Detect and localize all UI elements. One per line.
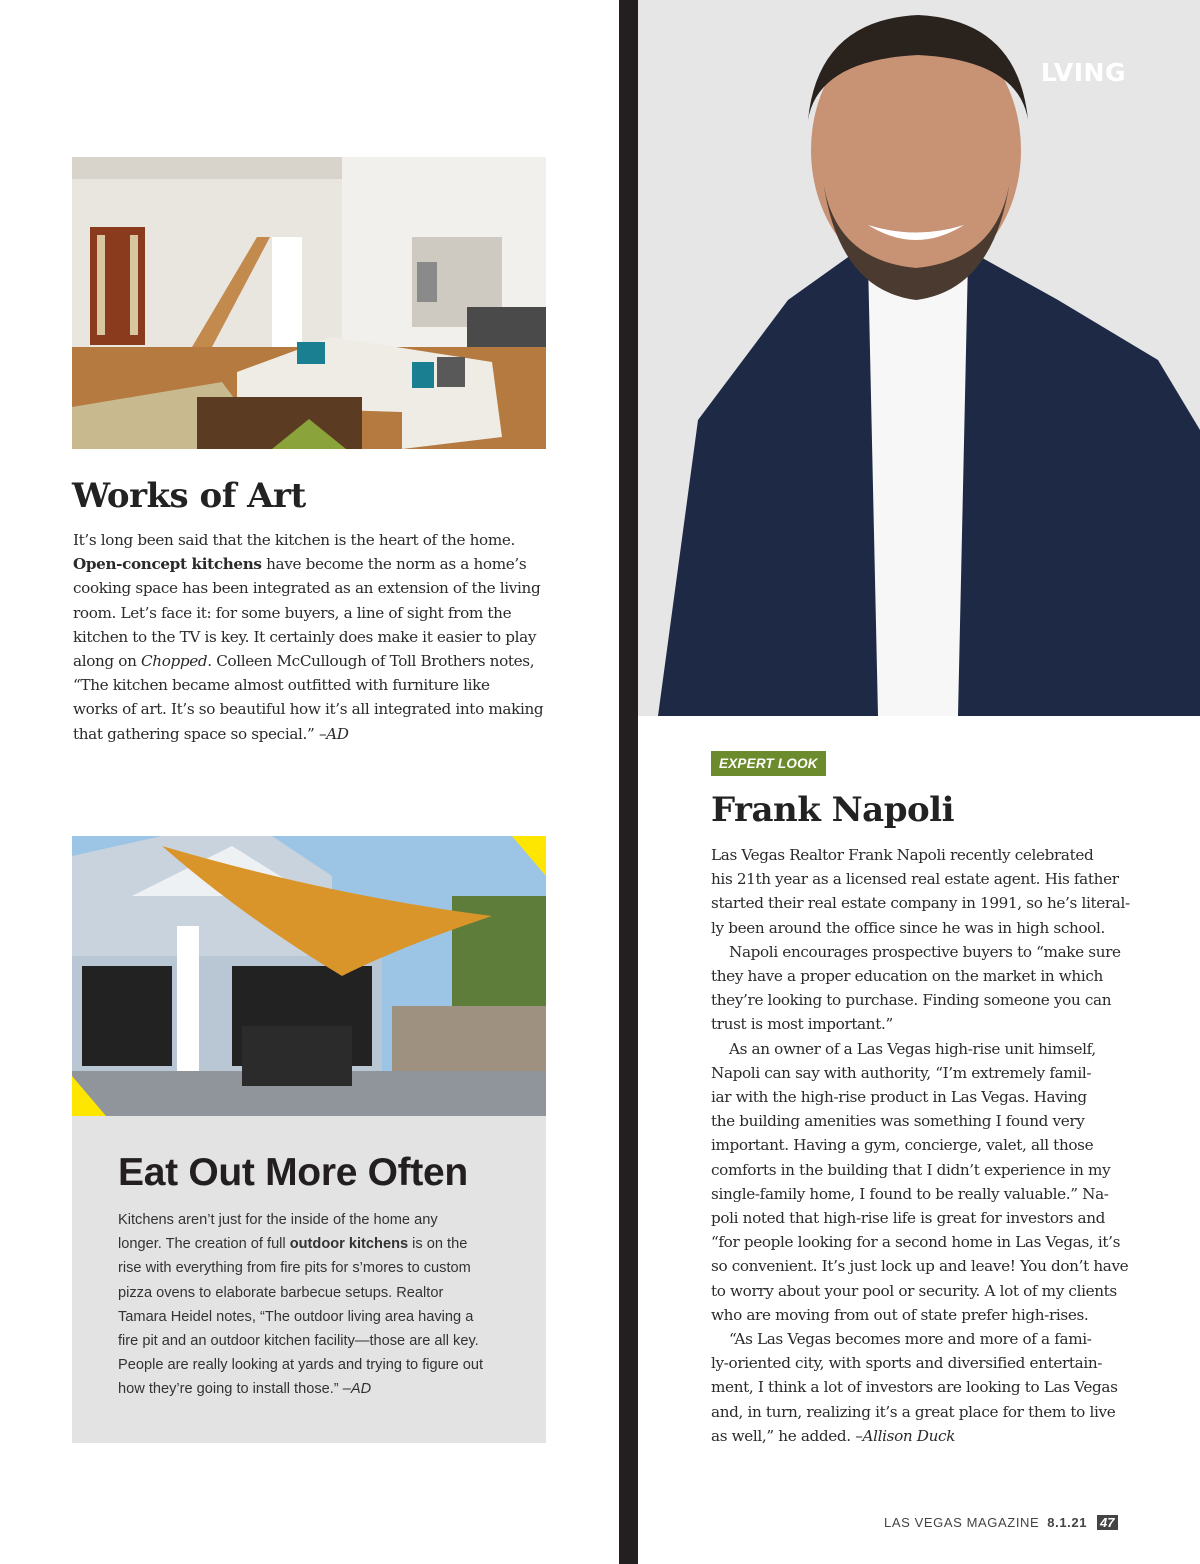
body-line: As an owner of a Las Vegas high-rise unit himself, [729,1039,1096,1058]
body-line: longer. The creation of full outdoor kitchens is on the [118,1236,468,1253]
body-line: Napoli encourages prospective buyers to “make sure [729,942,1121,961]
magazine-name: LAS VEGAS MAGAZINE [884,1515,1040,1530]
body-line: along on Chopped. Colleen McCullough of Toll Brothers notes, [73,652,535,671]
body-line: they have a proper education on the market in which [711,967,1103,986]
section-label: LVING [1040,58,1126,87]
body-line: cooking space has been integrated as an extension of the living [73,579,541,598]
body-line: ly-oriented city, with sports and diversified entertain- [711,1354,1103,1373]
body-line: so convenient. It’s just lock up and leave! You don’t have [711,1257,1129,1276]
body-line: trust is most important.” [711,1015,893,1034]
body-line: as well,” he added. –Allison Duck [711,1426,956,1445]
body-line: It’s long been said that the kitchen is the heart of the home. [73,531,515,549]
body-line: they’re looking to purchase. Finding someone you can [711,991,1112,1010]
body-line: room. Let’s face it: for some buyers, a line of sight from the [73,603,512,622]
eat-out-body [118,1208,518,1402]
column-divider [619,0,638,1564]
body-line: fire pit and an outdoor kitchen facility—those are all key. [118,1333,479,1350]
author-initials: –AD [342,1381,372,1398]
works-of-art-body [73,528,549,746]
body-line: started their real estate company in 1991, so he’s literal- [711,894,1130,913]
body-line: poli noted that high-rise life is great for investors and [711,1209,1106,1228]
body-line: important. Having a gym, concierge, valet, all those [711,1136,1094,1155]
body-line: and, in turn, realizing it’s a great place for them to live [711,1402,1116,1421]
body-line: kitchen to the TV is key. It certainly does make it easier to play [73,627,537,646]
eat-out-title: Eat Out More Often [118,1151,468,1194]
body-line: to worry about your pool or security. A lot of my clients [711,1281,1117,1300]
body-line: comforts in the building that I didn’t experience in my [711,1160,1111,1179]
body-line: Las Vegas Realtor Frank Napoli recently celebrated [711,846,1094,864]
body-line: Napoli can say with authority, “I’m extremely famil- [711,1063,1092,1082]
highlight-outdoor-kitchens: outdoor kitchens [289,1236,409,1253]
frank-napoli-body [711,843,1131,1448]
body-line: Tamara Heidel notes, “The outdoor living area having a [118,1308,474,1325]
body-line: Open-concept kitchens have become the norm as a home’s [73,555,527,574]
expert-look-badge: EXPERT LOOK [711,751,826,776]
body-line: who are moving from out of state prefer high-rises. [711,1305,1089,1324]
author-initials: –AD [318,724,349,743]
body-line: pizza ovens to elaborate barbecue setups. Realtor [118,1284,444,1301]
body-line: works of art. It’s so beautiful how it’s all integrated into making [73,700,544,719]
frank-napoli-title: Frank Napoli [711,790,954,830]
body-line: “The kitchen became almost outfitted with furniture like [73,676,490,695]
body-line: single-family home, I found to be really valuable.” Na- [711,1184,1109,1203]
body-line: “As Las Vegas becomes more and more of a fami- [729,1330,1092,1349]
body-line: his 21th year as a licensed real estate agent. His father [711,870,1119,889]
highlight-open-concept-kitchens: Open-concept kitchens [73,555,262,574]
show-title-chopped: Chopped [141,652,208,671]
body-line: the building amenities was something I found very [711,1112,1085,1131]
body-line: that gathering space so special.” –AD [73,724,349,743]
body-line: how they’re going to install those.” –AD [118,1381,372,1398]
page-footer [884,1515,1118,1530]
body-line: Kitchens aren’t just for the inside of the home any [118,1212,438,1228]
frank-napoli-portrait-photo [638,0,1200,716]
works-of-art-title: Works of Art [72,476,306,516]
byline: –Allison Duck [855,1426,956,1445]
body-line: ment, I think a lot of investors are looking to Las Vegas [711,1378,1118,1397]
page-number: 47 [1097,1515,1117,1530]
body-line: iar with the high-rise product in Las Vegas. Having [711,1088,1087,1107]
body-line: rise with everything from fire pits for s’mores to custom [118,1260,471,1277]
kitchen-living-room-photo [72,157,546,449]
issue-date: 8.1.21 [1047,1515,1088,1530]
body-line: People are really looking at yards and trying to figure out [118,1357,484,1374]
outdoor-kitchen-patio-photo [72,836,546,1116]
body-line: “for people looking for a second home in Las Vegas, it’s [711,1233,1121,1252]
body-line: ly been around the office since he was in high school. [711,918,1106,937]
